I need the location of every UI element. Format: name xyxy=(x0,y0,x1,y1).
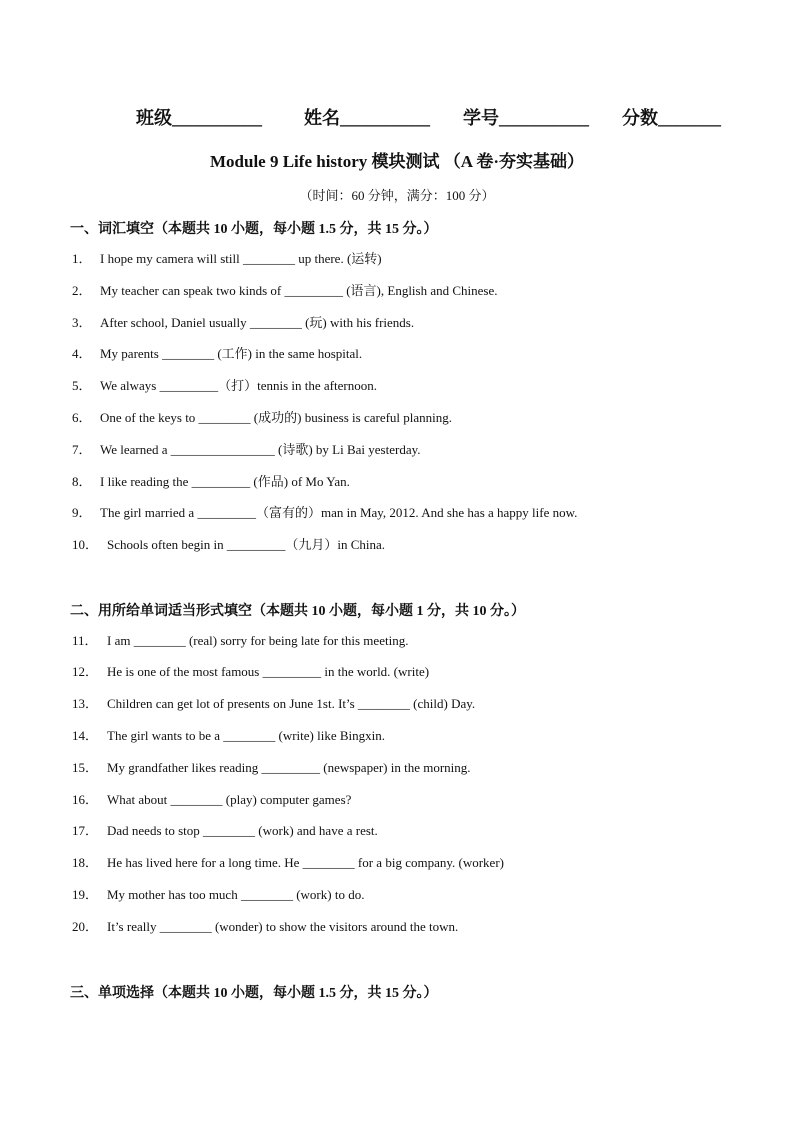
question-number: 10． xyxy=(72,537,99,552)
question-item xyxy=(72,790,351,810)
section-heading: 二、用所给单词适当形式填空（本题共 10 小题，每小题 1 分，共 10 分。） xyxy=(70,604,525,619)
question-item xyxy=(72,726,385,746)
question-item xyxy=(72,535,385,555)
question-item xyxy=(72,344,362,364)
question-number: 19． xyxy=(72,887,99,902)
question-number: 15． xyxy=(72,760,99,775)
question-text: I hope my camera will still ________ up there. (运转) xyxy=(100,251,382,266)
question-text: The girl married a _________（富有的）man in May, 2012. And she has a happy life now. xyxy=(100,505,578,520)
question-item xyxy=(72,249,382,269)
question-item xyxy=(72,853,504,873)
question-text: The girl wants to be a ________ (write) like Bingxin. xyxy=(107,728,386,743)
question-text: We learned a ________________ (诗歌) by Li Bai yesterday. xyxy=(100,442,421,457)
score-field[interactable]: 分数_______ xyxy=(622,108,721,128)
student-id-field[interactable]: 学号__________ xyxy=(463,108,589,128)
question-number: 11． xyxy=(72,633,98,648)
exam-title: Module 9 Life history 模块测试 （A 卷·夯实基础） xyxy=(210,152,584,171)
question-text: He is one of the most famous _________ in the world. (write) xyxy=(107,664,430,679)
question-number: 7． xyxy=(72,442,92,457)
question-item xyxy=(72,472,350,492)
student-info-line xyxy=(0,104,794,132)
exam-subtitle: （时间：60 分钟，满分：100 分） xyxy=(299,188,495,203)
question-number: 18． xyxy=(72,855,99,870)
question-item xyxy=(72,440,421,460)
question-item xyxy=(72,281,498,301)
question-text: Children can get lot of presents on June 1st. It’s ________ (child) Day. xyxy=(107,696,476,711)
question-text: I am ________ (real) sorry for being late for this meeting. xyxy=(107,633,409,648)
question-text: One of the keys to ________ (成功的) business is careful planning. xyxy=(100,410,453,425)
question-number: 17． xyxy=(72,823,99,838)
question-number: 2． xyxy=(72,283,92,298)
question-number: 12． xyxy=(72,664,99,679)
question-number: 6． xyxy=(72,410,92,425)
question-item xyxy=(72,313,414,333)
question-number: 3． xyxy=(72,315,92,330)
question-number: 9． xyxy=(72,505,92,520)
question-text: Dad needs to stop ________ (work) and have a rest. xyxy=(107,823,378,838)
question-text: My grandfather likes reading _________ (newspaper) in the morning. xyxy=(107,760,471,775)
question-text: What about ________ (play) computer games? xyxy=(107,792,352,807)
question-text: My teacher can speak two kinds of _________ (语言), English and Chinese. xyxy=(100,283,498,298)
section-heading: 一、词汇填空（本题共 10 小题，每小题 1.5 分，共 15 分。） xyxy=(70,222,438,237)
question-item xyxy=(72,694,475,714)
question-number: 14． xyxy=(72,728,99,743)
section-heading: 三、单项选择（本题共 10 小题，每小题 1.5 分，共 15 分。） xyxy=(70,986,438,1001)
question-text: We always _________（打）tennis in the afternoon. xyxy=(100,378,377,393)
question-item xyxy=(72,662,429,682)
question-text: My mother has too much ________ (work) to do. xyxy=(107,887,365,902)
question-text: It’s really ________ (wonder) to show the visitors around the town. xyxy=(107,919,459,934)
question-item xyxy=(72,408,452,428)
question-number: 8． xyxy=(72,474,92,489)
question-text: After school, Daniel usually ________ (玩) with his friends. xyxy=(100,315,415,330)
question-number: 20． xyxy=(72,919,99,934)
question-number: 4． xyxy=(72,346,92,361)
question-text: He has lived here for a long time. He ________ for a big company. (worker) xyxy=(107,855,504,870)
question-text: My parents ________ (工作) in the same hospital. xyxy=(100,346,363,361)
name-field[interactable]: 姓名__________ xyxy=(304,108,430,128)
question-item xyxy=(72,885,364,905)
question-text: I like reading the _________ (作品) of Mo Yan. xyxy=(100,474,350,489)
question-item xyxy=(72,631,408,651)
question-item xyxy=(72,821,378,841)
class-field[interactable]: 班级__________ xyxy=(136,108,262,128)
question-item xyxy=(72,758,471,778)
question-item xyxy=(72,917,458,937)
question-number: 16． xyxy=(72,792,99,807)
question-item xyxy=(72,503,577,523)
question-number: 13． xyxy=(72,696,99,711)
question-number: 5． xyxy=(72,378,92,393)
question-number: 1． xyxy=(72,251,92,266)
question-item xyxy=(72,376,377,396)
question-text: Schools often begin in _________（九月）in China. xyxy=(107,537,386,552)
